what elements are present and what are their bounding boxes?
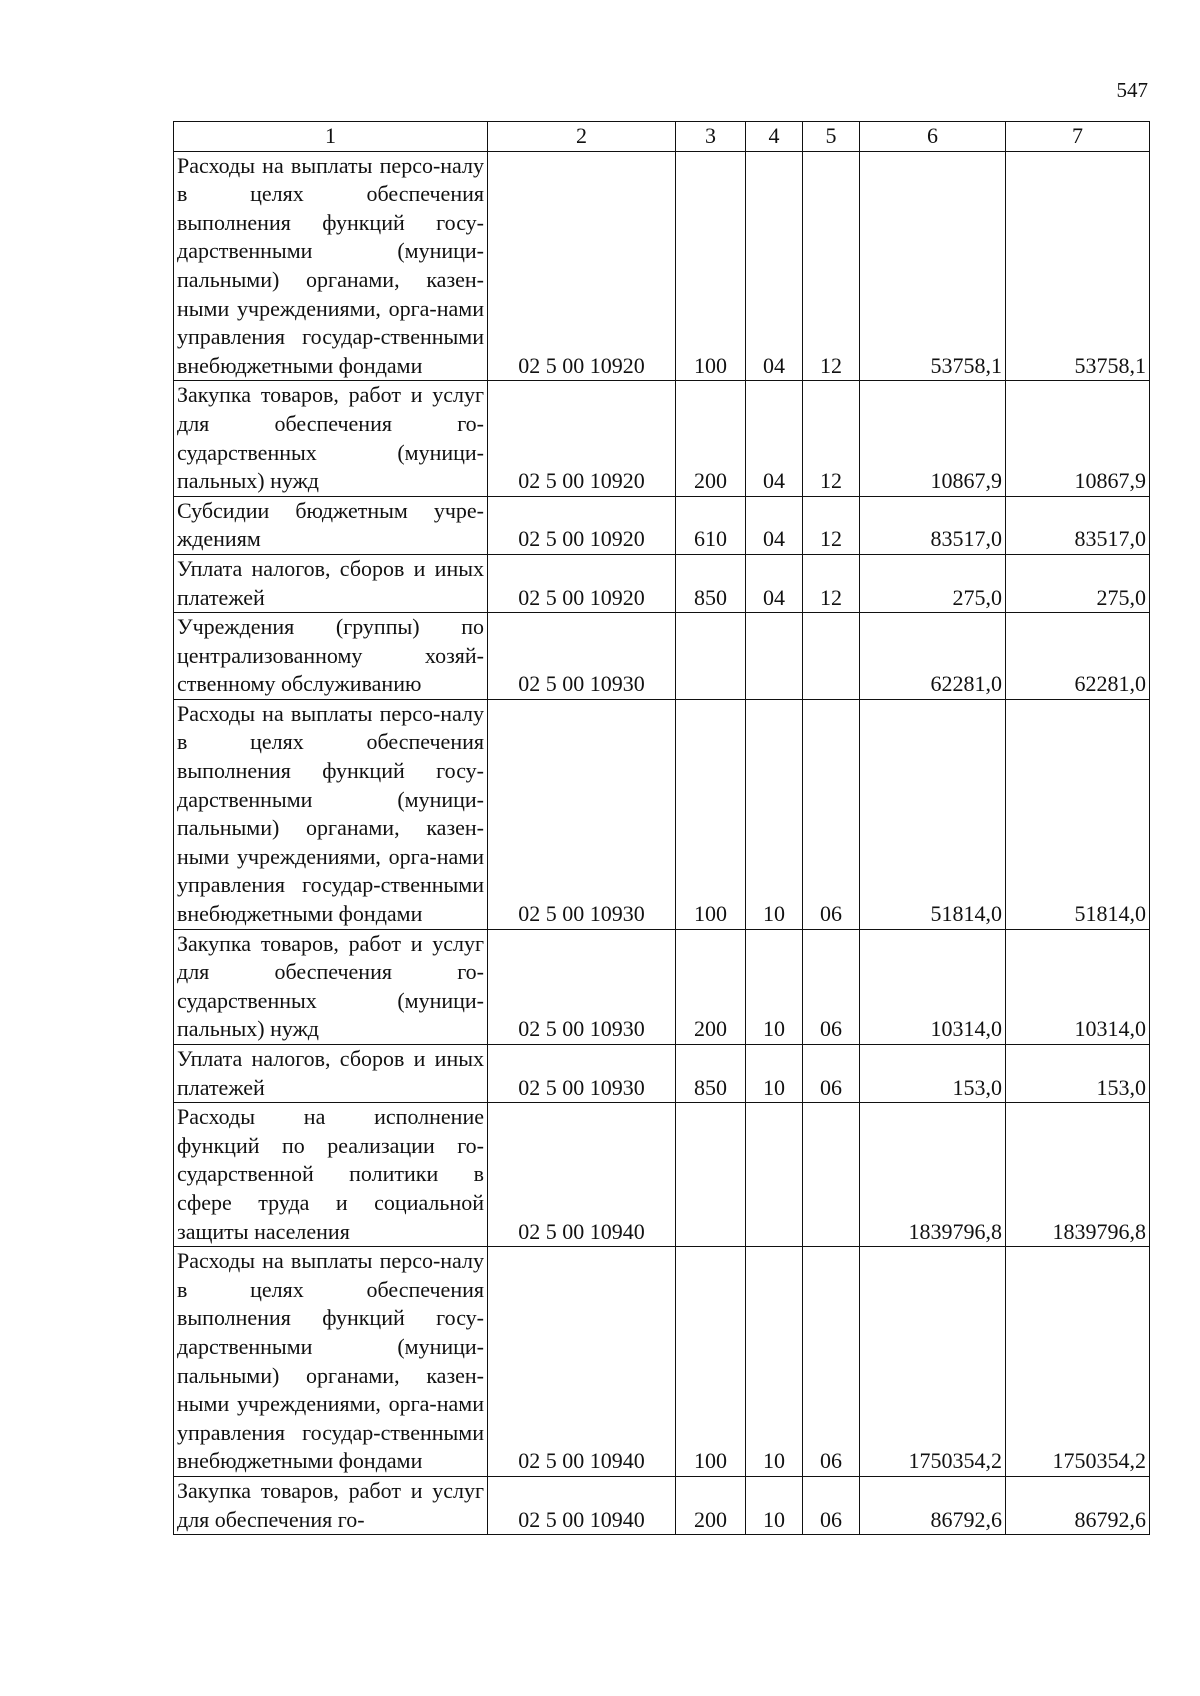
table-row <box>174 929 1150 1044</box>
section-cell: 04 <box>746 381 803 496</box>
subsection-cell: 06 <box>803 1476 860 1534</box>
subsection-cell: 12 <box>803 554 860 612</box>
amount-col6-cell: 62281,0 <box>860 613 1006 700</box>
section-cell: 10 <box>746 1476 803 1534</box>
column-header: 3 <box>676 122 746 152</box>
section-cell <box>746 613 803 700</box>
amount-col6-cell: 153,0 <box>860 1045 1006 1103</box>
expense-type-cell <box>676 613 746 700</box>
expense-type-cell: 610 <box>676 496 746 554</box>
amount-col7-cell: 62281,0 <box>1006 613 1150 700</box>
amount-col7-cell: 53758,1 <box>1006 151 1150 381</box>
table-row <box>174 1103 1150 1247</box>
expense-type-cell: 100 <box>676 1247 746 1477</box>
column-header: 4 <box>746 122 803 152</box>
expense-name-cell: Уплата налогов, сборов и иных платежей <box>174 1045 488 1103</box>
target-code-cell: 02 5 00 10930 <box>488 929 676 1044</box>
subsection-cell: 06 <box>803 699 860 929</box>
subsection-cell <box>803 613 860 700</box>
expense-name-cell: Расходы на выплаты персо-налу в целях обеспечения выполнения функций госу-дарственными (муници-пальными) органами, казен-ными учреждениями, орга-нами управления государ-ственными внебюджетными фондами <box>174 1247 488 1477</box>
table-row <box>174 151 1150 381</box>
column-header: 2 <box>488 122 676 152</box>
table-row <box>174 613 1150 700</box>
subsection-cell: 12 <box>803 496 860 554</box>
table-row <box>174 1045 1150 1103</box>
amount-col6-cell: 83517,0 <box>860 496 1006 554</box>
target-code-cell: 02 5 00 10940 <box>488 1103 676 1247</box>
amount-col6-cell: 275,0 <box>860 554 1006 612</box>
amount-col6-cell: 1839796,8 <box>860 1103 1006 1247</box>
expense-type-cell: 100 <box>676 699 746 929</box>
amount-col7-cell: 1750354,2 <box>1006 1247 1150 1477</box>
expense-type-cell <box>676 1103 746 1247</box>
section-cell: 04 <box>746 554 803 612</box>
target-code-cell: 02 5 00 10930 <box>488 613 676 700</box>
expense-name-cell: Закупка товаров, работ и услуг для обеспечения го-сударственных (муници-пальных) нужд <box>174 381 488 496</box>
target-code-cell: 02 5 00 10930 <box>488 699 676 929</box>
amount-col7-cell: 275,0 <box>1006 554 1150 612</box>
amount-col6-cell: 10314,0 <box>860 929 1006 1044</box>
target-code-cell: 02 5 00 10920 <box>488 151 676 381</box>
expense-name-cell: Субсидии бюджетным учре-ждениям <box>174 496 488 554</box>
amount-col6-cell: 51814,0 <box>860 699 1006 929</box>
subsection-cell: 06 <box>803 929 860 1044</box>
expense-name-cell: Уплата налогов, сборов и иных платежей <box>174 554 488 612</box>
subsection-cell: 12 <box>803 381 860 496</box>
target-code-cell: 02 5 00 10920 <box>488 554 676 612</box>
page-number: 547 <box>1116 78 1148 102</box>
expense-type-cell: 850 <box>676 554 746 612</box>
subsection-cell: 06 <box>803 1045 860 1103</box>
section-cell: 10 <box>746 929 803 1044</box>
expense-name-cell: Учреждения (группы) по централизованному хозяй-ственному обслуживанию <box>174 613 488 700</box>
section-cell: 10 <box>746 1045 803 1103</box>
target-code-cell: 02 5 00 10930 <box>488 1045 676 1103</box>
header-row <box>174 122 1150 152</box>
expense-type-cell: 100 <box>676 151 746 381</box>
subsection-cell <box>803 1103 860 1247</box>
amount-col6-cell: 10867,9 <box>860 381 1006 496</box>
amount-col6-cell: 86792,6 <box>860 1476 1006 1534</box>
budget-table <box>173 121 1150 1535</box>
amount-col6-cell: 53758,1 <box>860 151 1006 381</box>
target-code-cell: 02 5 00 10920 <box>488 381 676 496</box>
amount-col6-cell: 1750354,2 <box>860 1247 1006 1477</box>
target-code-cell: 02 5 00 10940 <box>488 1476 676 1534</box>
section-cell: 10 <box>746 699 803 929</box>
amount-col7-cell: 51814,0 <box>1006 699 1150 929</box>
amount-col7-cell: 86792,6 <box>1006 1476 1150 1534</box>
expense-name-cell: Расходы на исполнение функций по реализации го-сударственной политики в сфере труда и социальной защиты населения <box>174 1103 488 1247</box>
section-cell <box>746 1103 803 1247</box>
table-row <box>174 1476 1150 1534</box>
column-header: 5 <box>803 122 860 152</box>
expense-name-cell: Закупка товаров, работ и услуг для обеспечения го-сударственных (муници-пальных) нужд <box>174 929 488 1044</box>
table-row <box>174 381 1150 496</box>
section-cell: 10 <box>746 1247 803 1477</box>
expense-type-cell: 200 <box>676 929 746 1044</box>
table-row <box>174 554 1150 612</box>
amount-col7-cell: 1839796,8 <box>1006 1103 1150 1247</box>
table-row <box>174 699 1150 929</box>
subsection-cell: 06 <box>803 1247 860 1477</box>
amount-col7-cell: 10867,9 <box>1006 381 1150 496</box>
column-header: 1 <box>174 122 488 152</box>
table-row <box>174 496 1150 554</box>
expense-type-cell: 200 <box>676 1476 746 1534</box>
amount-col7-cell: 10314,0 <box>1006 929 1150 1044</box>
amount-col7-cell: 83517,0 <box>1006 496 1150 554</box>
table-row <box>174 1247 1150 1477</box>
section-cell: 04 <box>746 496 803 554</box>
expense-name-cell: Расходы на выплаты персо-налу в целях обеспечения выполнения функций госу-дарственными (муници-пальными) органами, казен-ными учреждениями, орга-нами управления государ-ственными внебюджетными фондами <box>174 151 488 381</box>
target-code-cell: 02 5 00 10940 <box>488 1247 676 1477</box>
expense-type-cell: 200 <box>676 381 746 496</box>
amount-col7-cell: 153,0 <box>1006 1045 1150 1103</box>
column-header: 7 <box>1006 122 1150 152</box>
expense-name-cell: Закупка товаров, работ и услуг для обеспечения го- <box>174 1476 488 1534</box>
subsection-cell: 12 <box>803 151 860 381</box>
target-code-cell: 02 5 00 10920 <box>488 496 676 554</box>
section-cell: 04 <box>746 151 803 381</box>
expense-name-cell: Расходы на выплаты персо-налу в целях обеспечения выполнения функций госу-дарственными (муници-пальными) органами, казен-ными учреждениями, орга-нами управления государ-ственными внебюджетными фондами <box>174 699 488 929</box>
expense-type-cell: 850 <box>676 1045 746 1103</box>
column-header: 6 <box>860 122 1006 152</box>
